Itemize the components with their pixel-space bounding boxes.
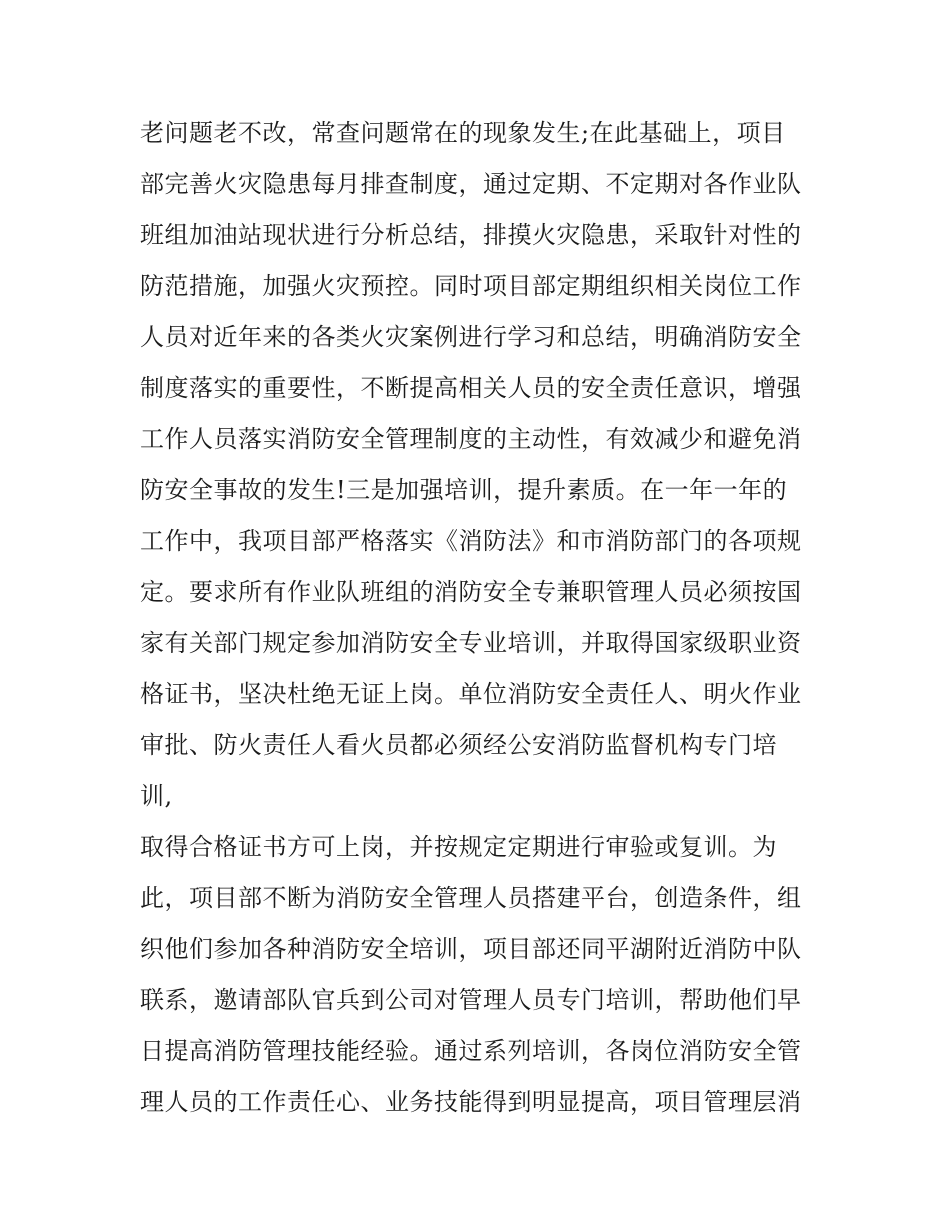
text-line-19: 日提高消防管理技能经验。通过系列培训，各岗位消防安全管 <box>140 1037 802 1065</box>
text-line-17: 织他们参加各种消防安全培训，项目部还同平湖附近消防中队 <box>140 935 802 963</box>
text-line-16: 此，项目部不断为消防安全管理人员搭建平台，创造条件，组 <box>140 884 802 912</box>
text-line-18: 联系，邀请部队官兵到公司对管理人员专门培训，帮助他们早 <box>140 986 802 1014</box>
text-line-11: 家有关部门规定参加消防安全专业培训，并取得国家级职业资 <box>140 629 802 657</box>
text-line-8: 防安全事故的发生!三是加强培训，提升素质。在一年一年的 <box>140 476 788 504</box>
text-line-4: 防范措施，加强火灾预控。同时项目部定期组织相关岗位工作 <box>140 272 802 300</box>
text-line-7: 工作人员落实消防安全管理制度的主动性，有效减少和避免消 <box>140 425 802 453</box>
text-line-13: 审批、防火责任人看火员都必须经公安消防监督机构专门培 <box>140 731 777 759</box>
text-line-1: 老问题老不改，常查问题常在的现象发生;在此基础上，项目 <box>140 119 786 147</box>
text-line-12: 格证书，坚决杜绝无证上岗。单位消防安全责任人、明火作业 <box>140 680 802 708</box>
text-line-10: 定。要求所有作业队班组的消防安全专兼职管理人员必须按国 <box>140 578 802 606</box>
text-line-2: 部完善火灾隐患每月排查制度，通过定期、不定期对各作业队 <box>140 170 802 198</box>
body-text <box>140 108 820 1128</box>
text-line-5: 人员对近年来的各类火灾案例进行学习和总结，明确消防安全 <box>140 323 802 351</box>
text-line-9: 工作中，我项目部严格落实《消防法》和市消防部门的各项规 <box>140 527 802 555</box>
text-line-14: 训, <box>140 782 173 810</box>
text-line-3: 班组加油站现状进行分析总结，排摸火灾隐患，采取针对性的 <box>140 221 802 249</box>
text-line-15: 取得合格证书方可上岗，并按规定定期进行审验或复训。为 <box>140 833 777 861</box>
text-line-20: 理人员的工作责任心、业务技能得到明显提高，项目管理层消 <box>140 1088 802 1116</box>
text-line-6: 制度落实的重要性，不断提高相关人员的安全责任意识，增强 <box>140 374 802 402</box>
